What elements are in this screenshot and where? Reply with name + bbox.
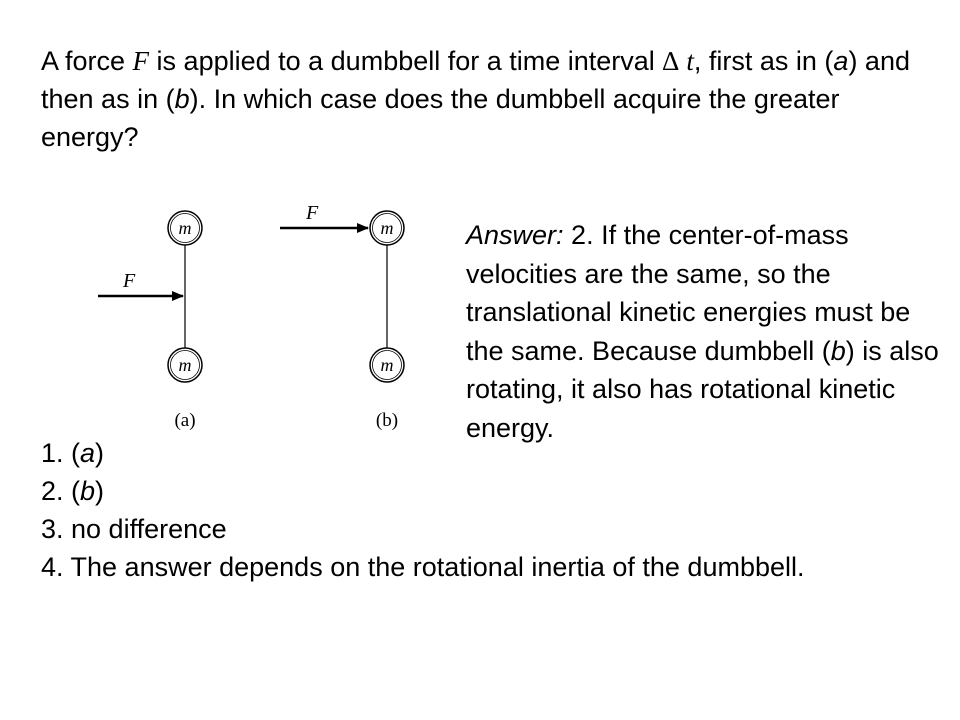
answer-text: [466, 216, 946, 447]
delta-symbol: ∆: [662, 46, 679, 76]
caption-b: (b): [375, 410, 399, 431]
option-value: b: [80, 476, 96, 506]
question-part: ) and then as in (: [41, 46, 910, 114]
mass-label: m: [178, 218, 192, 238]
answer-options: [41, 434, 921, 586]
dumbbell-a: [98, 211, 202, 431]
option-2[interactable]: [41, 472, 921, 510]
question-part: ). In which case does the dumbbell acquire the greater energy?: [41, 84, 840, 152]
mass-label: m: [380, 218, 394, 238]
question-part: is applied to a dumbbell for a time interval: [149, 46, 663, 76]
option-prefix: 2. (: [41, 476, 81, 506]
option-value: a: [80, 438, 96, 468]
time-symbol: t: [686, 46, 694, 76]
answer-body-end: ) is also rotating, it also has rotational kinetic energy.: [466, 335, 939, 443]
force-symbol: F: [132, 46, 150, 76]
option-4[interactable]: 4. The answer depends on the rotational inertia of the dumbbell.: [41, 552, 805, 582]
question-text: [41, 42, 921, 156]
case-a-ref: a: [833, 46, 849, 76]
option-3[interactable]: 3. no difference: [41, 514, 227, 544]
answer-label: Answer:: [466, 220, 564, 250]
question-part: A force: [41, 46, 133, 76]
mass-label: m: [178, 355, 192, 375]
question-part: , first as in (: [693, 46, 834, 76]
dumbbell-diagram: [80, 190, 440, 440]
answer-case-ref: b: [830, 335, 846, 366]
answer-body: 2. If the center-of-mass velocities are the same, so the translational kinetic energies must be the same. Because dumbbell (: [466, 220, 911, 366]
caption-a: (a): [174, 410, 196, 431]
force-label-b: F: [306, 202, 319, 224]
force-label-a: F: [123, 270, 136, 292]
mass-label: m: [380, 355, 394, 375]
option-suffix: ): [95, 438, 105, 468]
option-prefix: 1. (: [41, 438, 81, 468]
case-b-ref: b: [174, 84, 190, 114]
option-1[interactable]: [41, 434, 921, 472]
option-suffix: ): [95, 476, 105, 506]
dumbbell-b: [280, 202, 404, 431]
